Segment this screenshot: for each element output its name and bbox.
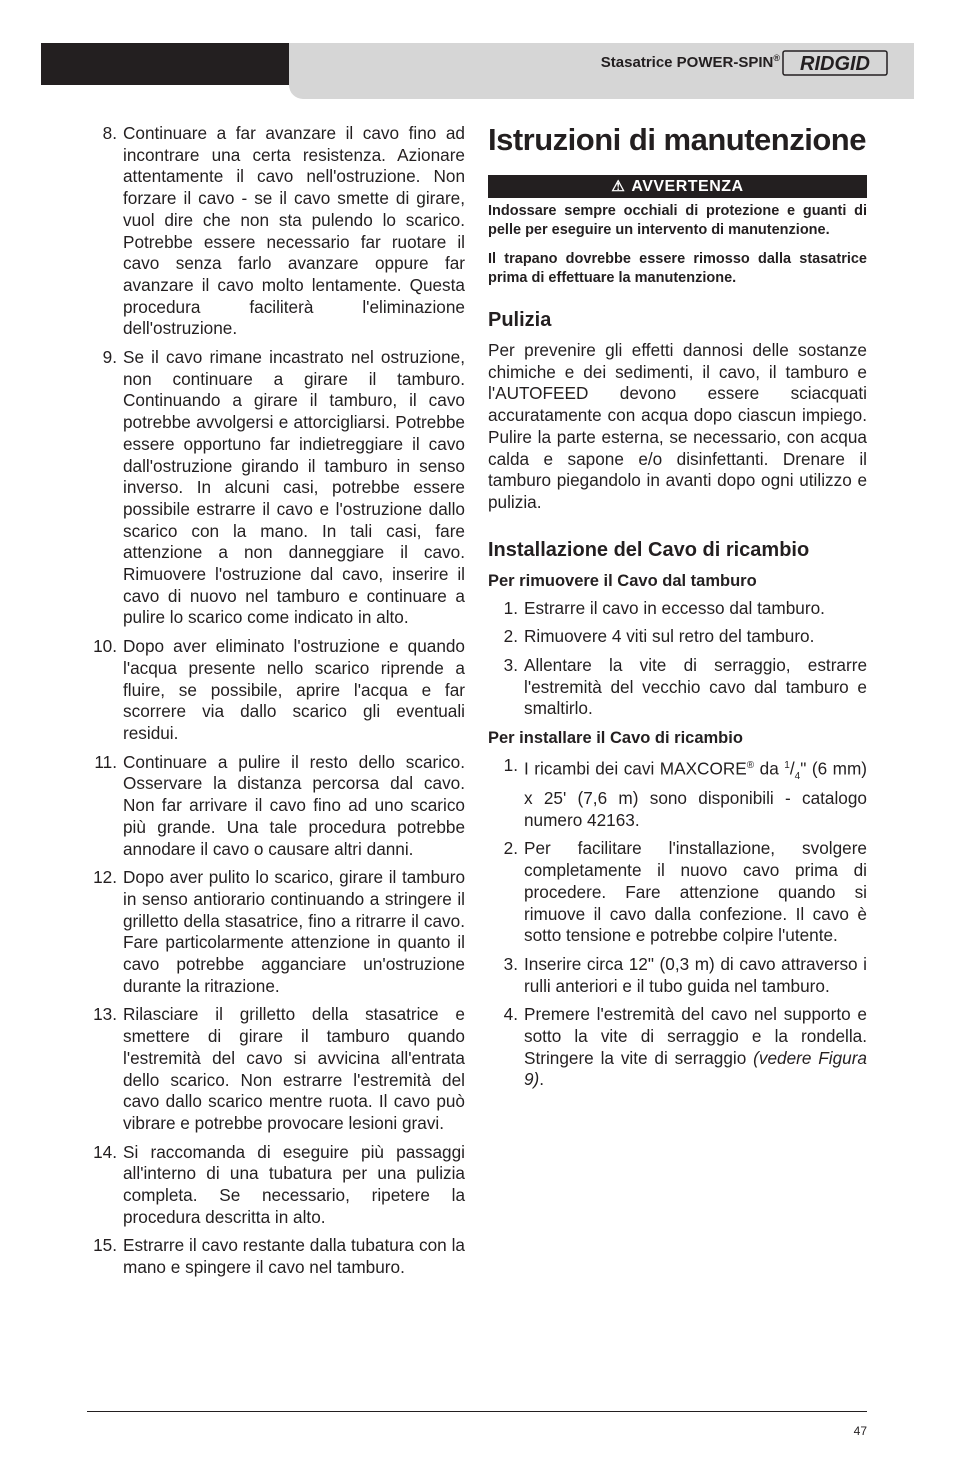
list-item-text: Allentare la vite di serraggio, estrarre l'estremità del vecchio cavo dal tamburo e smaltirlo. [524, 655, 867, 719]
list-item-number: 3. [503, 655, 518, 676]
list-item: 4. Premere l'estremità del cavo nel supporto e sotto la vite di serraggio e la rondella. Stringere la vite di serraggio (vedere Figura 9). [503, 1004, 867, 1090]
list-item: 3. Inserire circa 12" (0,3 m) di cavo attraverso i rulli anteriori e il tubo guida nel tamburo. [503, 953, 867, 996]
warning-text-1: Indossare sempre occhiali di protezione e guanti di pelle per eseguire un intervento di manutenzione. [488, 203, 867, 238]
list-item [87, 123, 465, 340]
pulizia-heading: Pulizia [488, 309, 552, 331]
list-item-number: 14. [93, 1141, 117, 1162]
list-item-text: Se il cavo rimane incastrato nel ostruzione, non continuare a girare il tamburo. Continuando a girare il tamburo, il cavo potrebbe avvolgersi e attorcigliarsi. Potrebbe essere opportuno far indietreggiare il cavo dall'ostruzione girando il tamburo in senso inverso. In alcuni casi, potrebbe essere possibile estrarre il cavo e l'ostruzione dallo scarico con la mano. In tali casi, fare attenzione a non danneggiare il cavo. Rimuovere l'ostruzione dal cavo, inserire il cavo di nuovo nel tamburo e continuare a pulire lo scarico come indicato in alto. [123, 347, 465, 628]
list-item [87, 1235, 465, 1278]
list-item [488, 655, 867, 720]
list-item-number: 15. [93, 1235, 117, 1256]
list-item-number: 1. [503, 597, 518, 618]
list-item [488, 626, 867, 648]
list-item-text: Rimuovere 4 viti sul retro del tamburo. [524, 626, 815, 647]
left-column [87, 123, 465, 1286]
list-item-text: Estrarre il cavo restante dalla tubatura con la mano e spingere il cavo nel tamburo. [123, 1235, 465, 1278]
list-item-text: Si raccomanda di eseguire più passaggi all'interno di una tubatura per una pulizia completa. Se necessario, ripetere la procedura descritta in alto. [123, 1141, 465, 1227]
figure-reference: (vedere Figura 9) [524, 1047, 867, 1090]
list-item-number: 11. [94, 751, 117, 772]
list-item-text: Dopo aver eliminato l'ostruzione e quando l'acqua presente nello scarico riprende a fluire, se possibile, aprire l'acqua e far scorrere via dallo scarico gli eventuali residui. [123, 636, 465, 743]
list-item-number: 8. [102, 123, 117, 143]
list-item-number: 2. [503, 626, 518, 647]
right-column [488, 123, 867, 1098]
list-item-number: 12. [93, 867, 117, 888]
list-item [87, 1004, 465, 1134]
header-gray-tail [289, 85, 914, 99]
warning-label: AVVERTENZA [631, 178, 744, 195]
list-item-number: 13. [93, 1004, 117, 1025]
left-steps-list [87, 123, 465, 1279]
header-black-band [41, 43, 289, 85]
list-item: 1. I ricambi dei cavi MAXCORE® da $^1/_4$" (6 mm) x 25' (7,6 m) sono disponibili - catalogo numero 42163. [503, 755, 868, 830]
logo-text: RIDGID [800, 53, 870, 75]
warning-text-2: Il trapano dovrebbe essere rimosso dalla stasatrice prima di effettuare la manutenzione. [488, 251, 867, 286]
page-number: 47 [853, 1424, 867, 1438]
list-item [488, 598, 867, 620]
list-item-text: Continuare a pulire il resto dello scarico. Osservare la distanza percorsa dal cavo. Non far arrivare il cavo fino ad uno scarico più grande. Una tale procedura potrebbe annodare il cavo o causare altri danni. [123, 751, 465, 859]
list-item-number: 9. [102, 347, 117, 368]
list-item [87, 347, 465, 629]
header-title: Stasatrice POWER-SPIN® [600, 53, 780, 71]
list-item-text: Continuare a far avanzare il cavo fino ad incontrare una certa resistenza. Azionare attentamente il cavo nell'ostruzione. Non forzare il cavo - se il cavo smette di girare, vuol dire che non sta pulendo lo scarico. Potrebbe essere necessario far ruotare il cavo senza farlo avanzare oppure far avanzare il cavo molto lentamente. Questa procedura faciliterà l'eliminazione dell'ostruzione. [123, 123, 465, 339]
remove-subheading: Per rimuovere il Cavo dal tamburo [488, 571, 757, 590]
list-item-text: Estrarre il cavo in eccesso dal tamburo. [524, 597, 825, 618]
list-item-text: Rilasciare il grilletto della stasatrice e smettere di girare il tamburo quando l'estremità del cavo si avvicina all'entrata dello scarico. Non estrarre l'estremità del cavo dallo scarico mentre ruota. Il cavo può vibrare e potrebbe provocare lesioni gravi. [123, 1004, 465, 1133]
warning-banner [488, 175, 867, 198]
page-title: Istruzioni di manutenzione [488, 122, 866, 157]
warning-triangle-icon: ⚠ [611, 178, 626, 195]
remove-steps-list [488, 598, 867, 721]
footer-rule [87, 1411, 867, 1412]
list-item-number: 10. [93, 636, 117, 657]
list-item [87, 636, 465, 745]
ridgid-logo [782, 50, 888, 76]
install-steps-list [488, 755, 867, 1091]
pulizia-text: Per prevenire gli effetti dannosi delle sostanze chimiche e dei sedimenti, il cavo, il tamburo e l'AUTOFEED devono essere sciacquati accuratamente con acqua dopo ciascun impiego. Pulire la parte esterna, se necessario, con acqua calda e sapone e/o disinfettanti. Drenare il tamburo piegandolo in avanti dopo ogni utilizzo e pulizia. [488, 340, 867, 512]
list-item [87, 867, 465, 997]
list-item [87, 1142, 465, 1229]
install-heading: Installazione del Cavo di ricambio [488, 538, 810, 561]
list-item [87, 752, 465, 861]
list-item: 2. Per facilitare l'installazione, svolgere completamente il nuovo cavo prima di procedere. Fare attenzione quando si rimuove il cavo dalla confezione. Il cavo è sotto tensione e potrebbe colpire l'utente. [503, 838, 867, 946]
list-item-text: Dopo aver pulito lo scarico, girare il tamburo in senso antiorario continuando a stringere il grilletto della stasatrice, fino a ritrarre il cavo. Fare particolarmente attenzione in quanto il cavo potrebbe agganciare un'ostruzione durante la ritrazione. [123, 867, 465, 996]
install-subheading: Per installare il Cavo di ricambio [488, 729, 743, 748]
